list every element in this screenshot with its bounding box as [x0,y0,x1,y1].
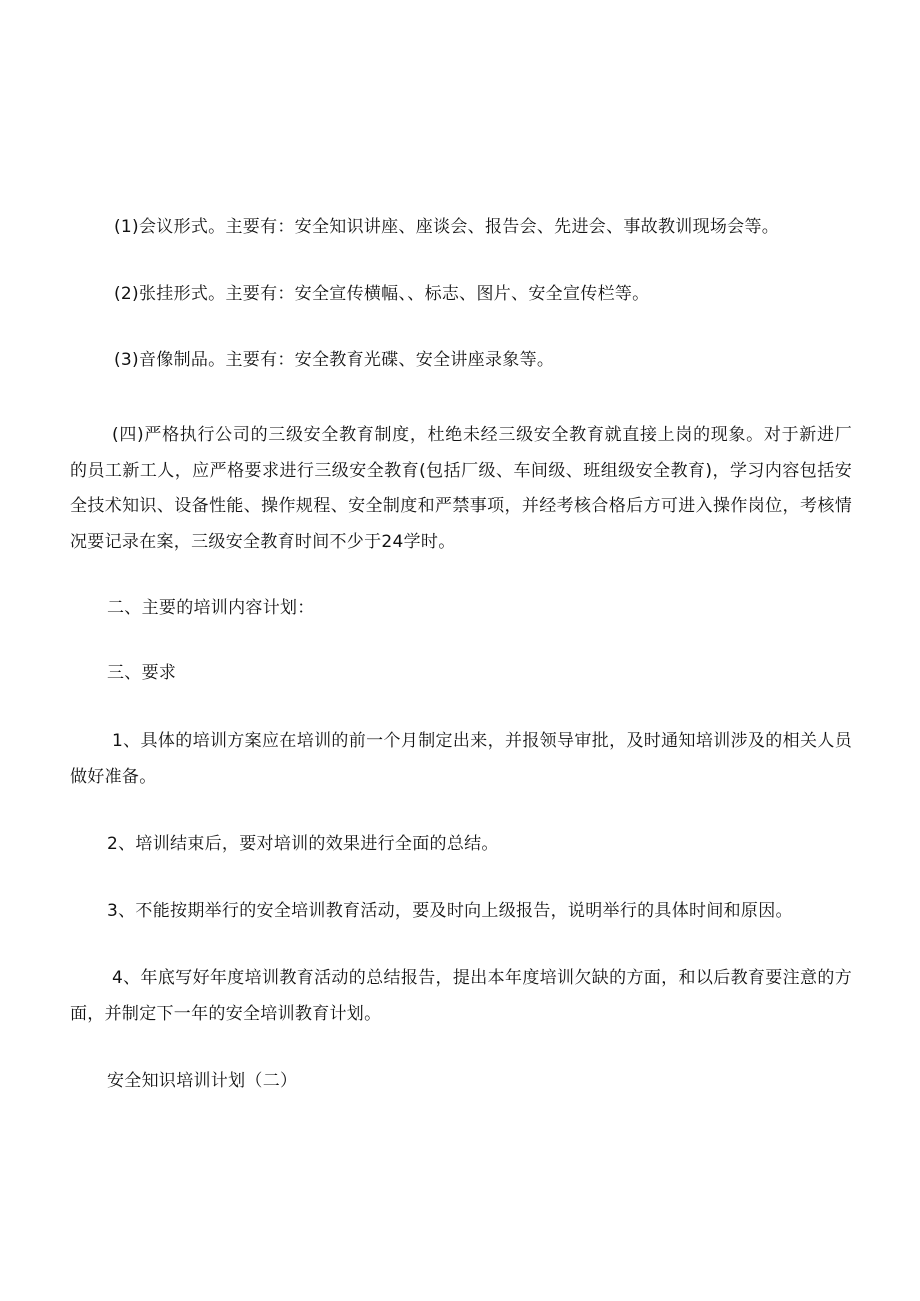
form-item-audiovisual: (3)音像制品。主要有：安全教育光碟、安全讲座录象等。 [114,350,555,370]
requirement-item-4: 4、年底写好年度培训教育活动的总结报告，提出本年度培训欠缺的方面，和以后教育要注意的方面，并制定下一年的安全培训教育计划。 [70,968,852,1024]
requirement-item-3: 3、不能按期举行的安全培训教育活动，要及时向上级报告，说明举行的具体时间和原因。 [107,901,793,921]
closing-title: 安全知识培训计划（二） [107,1071,298,1091]
heading-requirements: 三、要求 [107,663,177,683]
section-four-paragraph: (四)严格执行公司的三级安全教育制度，杜绝未经三级安全教育就直接上岗的现象。对于新进厂的员工新工人，应严格要求进行三级安全教育(包括厂级、车间级、班组级安全教育)，学习内容包括安全技术知识、设备性能、操作规程、安全制度和严禁事项，并经考核合格后方可进入操作岗位，考核情况要记录在案，三级安全教育时间不少于24学时。 [70,425,852,552]
requirement-item-2: 2、培训结束后，要对培训的效果进行全面的总结。 [107,834,499,854]
requirement-item-1: 1、具体的培训方案应在培训的前一个月制定出来，并报领导审批，及时通知培训涉及的相关人员做好准备。 [70,731,852,787]
form-item-meeting: (1)会议形式。主要有：安全知识讲座、座谈会、报告会、先进会、事故教训现场会等。 [114,217,780,237]
form-item-display: (2)张挂形式。主要有：安全宣传横幅、、标志、图片、安全宣传栏等。 [114,284,650,304]
heading-training-content: 二、主要的培训内容计划： [107,598,315,618]
